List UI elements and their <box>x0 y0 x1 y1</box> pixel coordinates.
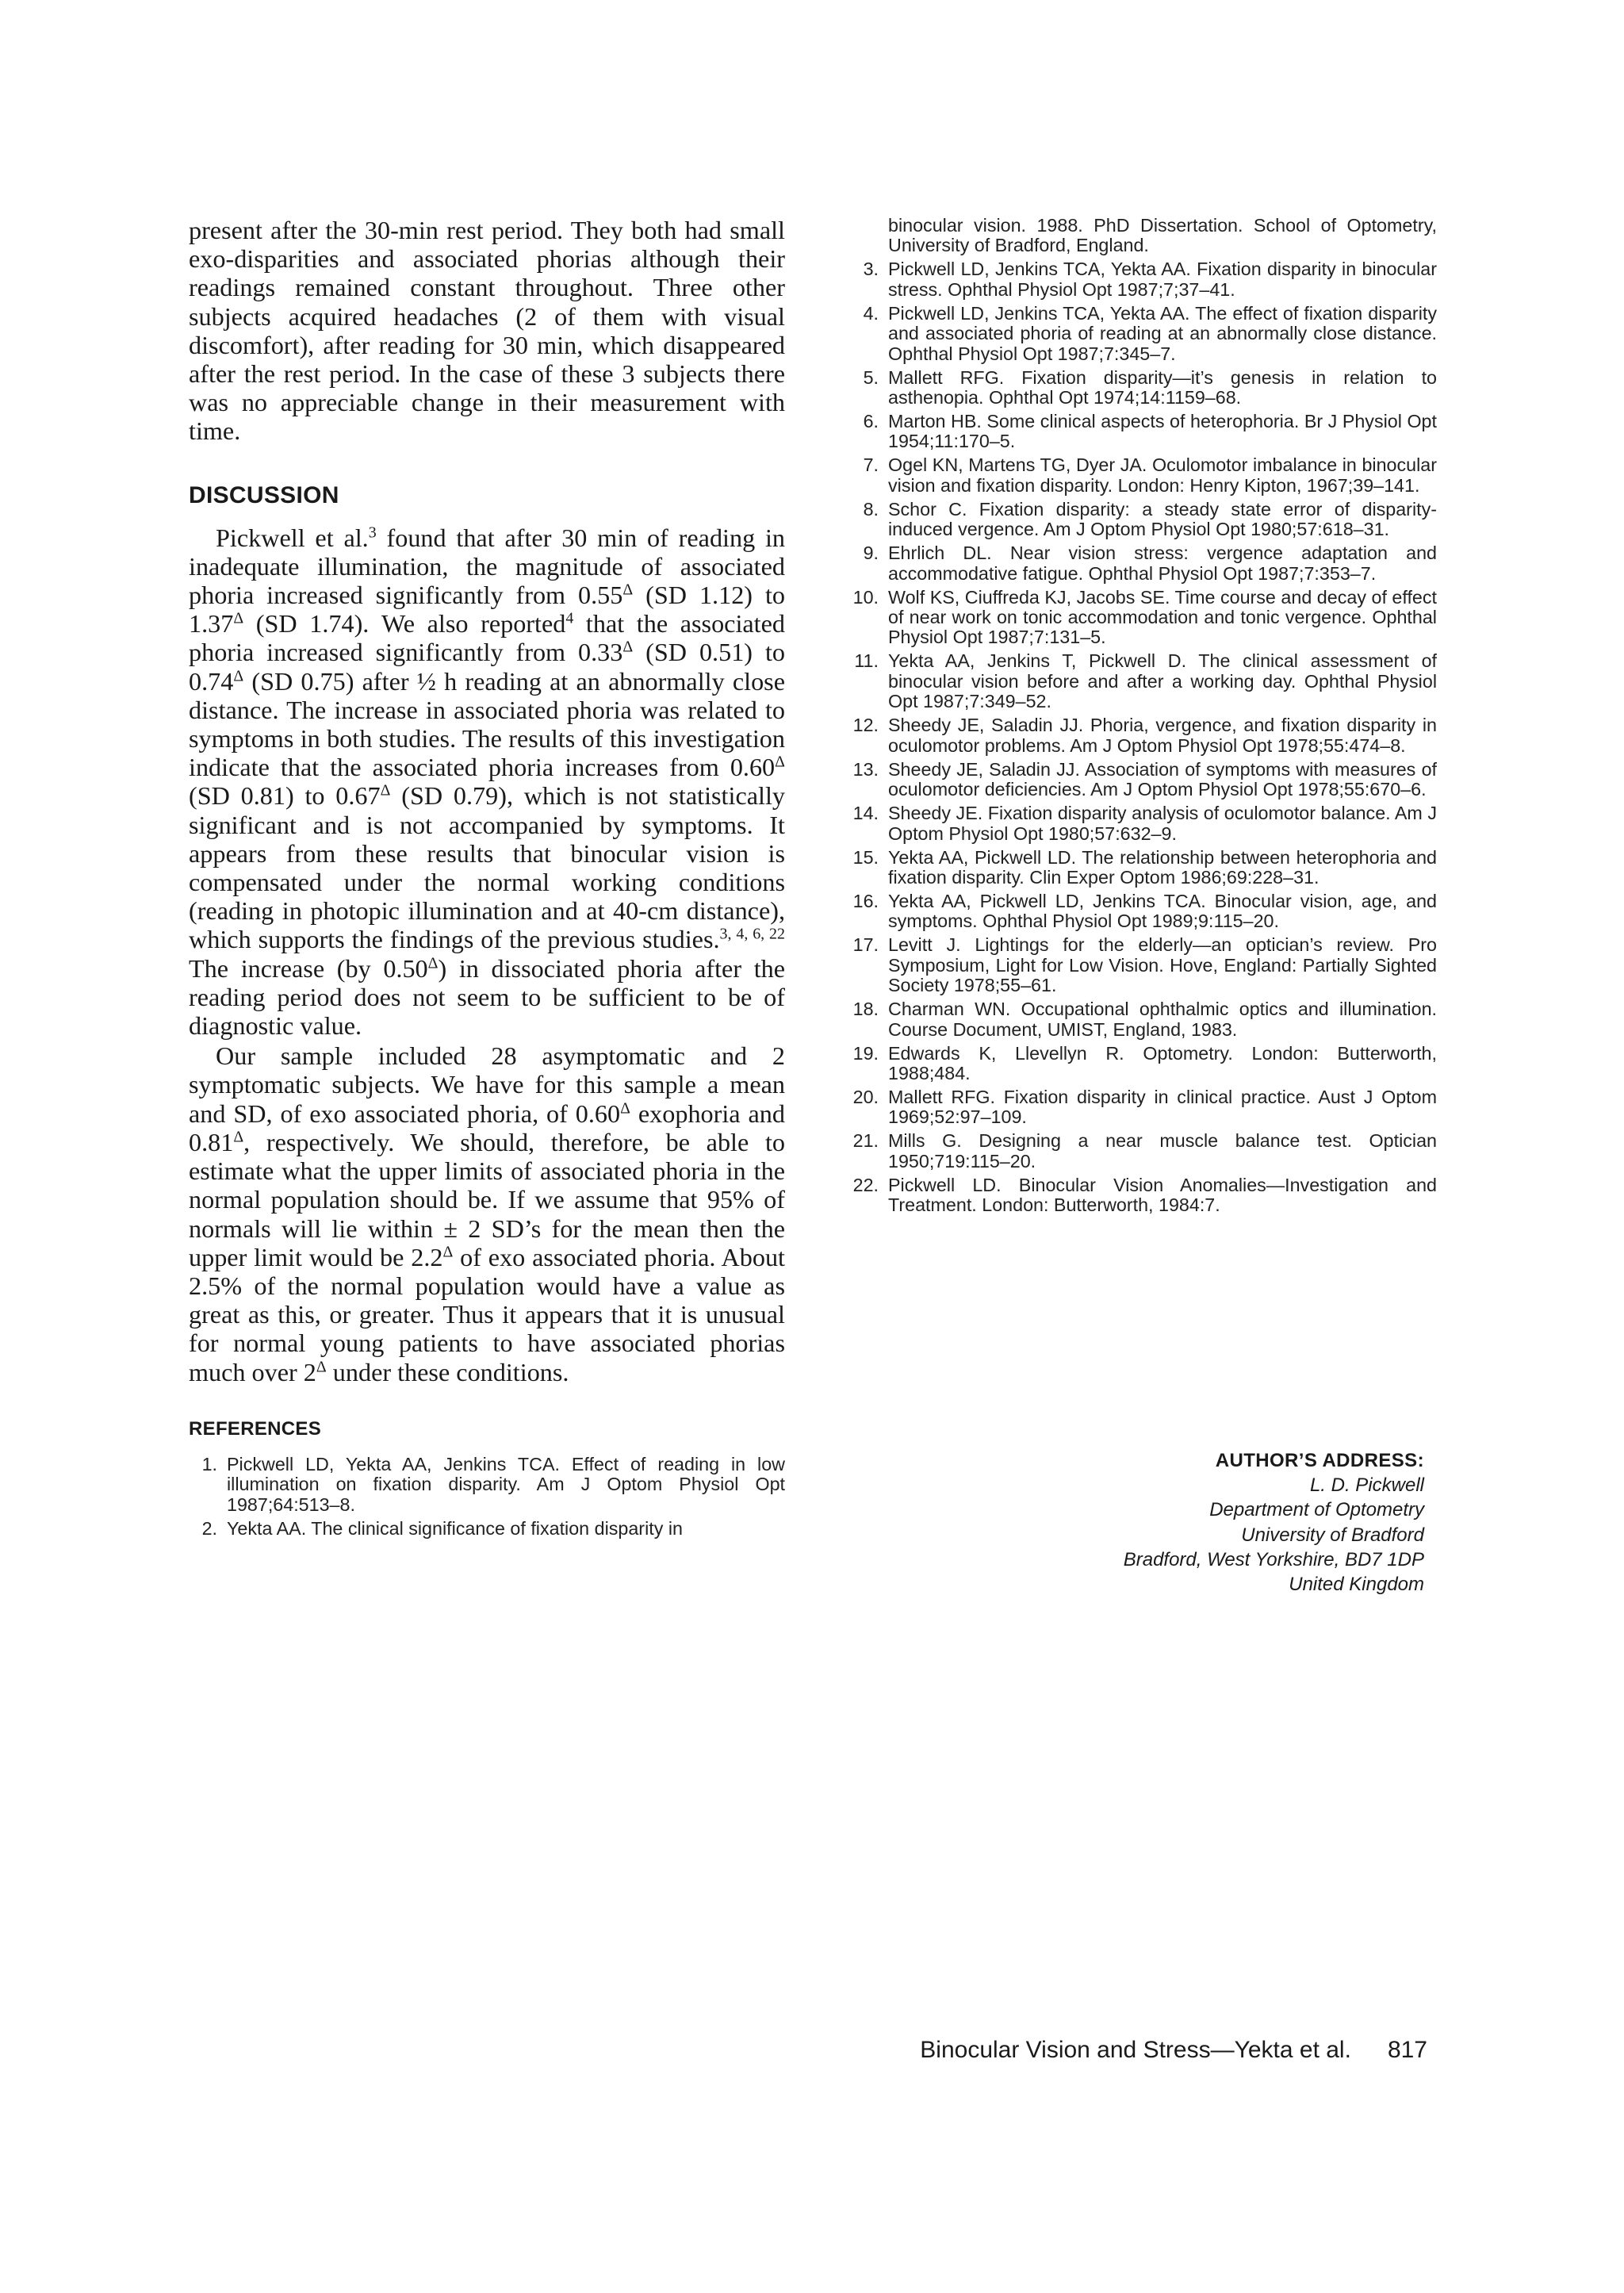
reference-item: 16. Yekta AA, Pickwell LD, Jenkins TCA. Binocular vision, age, and symptoms. Ophthal Physiol Opt 1989;9:115–20. <box>852 890 1437 932</box>
prism-diopter-sup: Δ <box>775 753 785 771</box>
page-footer <box>872 2037 1427 2064</box>
discussion-paragraph-1: Pickwell et al.$^3$ found that after 30 min of reading in inadequate illumination, the magnitude of associated phoria increased significantly from $0.55^\Delta$ (SD 1.12) to $1.37^\Delta$ (SD 1.74). We also reported$^4$ that the associated phoria increased significantly from $0.33^\Delta$ (SD 0.51) to $0.74^\Delta$ (SD 0.75) after ½ h reading at an abnormally close distance. The increase in associated phoria was related to symptoms in both studies. The results of this investigation indicate that the associated phoria increases from $0.60^\Delta$ (SD 0.81) to $0.67^\Delta$ (SD 0.79), which is not statistically significant and is not accompanied by symptoms. It appears from these results that binocular vision is compensated under the normal working conditions (reading in photopic illumination and at 40-cm distance), which supports the findings of the previous studies.$^{3, 4, 6, 22}$ The increase (by $0.50^\Delta$) in dissociated phoria after the reading period does not seem to be sufficient to be of diagnostic value. <box>189 523 786 1041</box>
reference-item: 21. Mills G. Designing a near muscle balance test. Optician 1950;719:115–20. <box>852 1130 1437 1171</box>
reference-item: 22. Pickwell LD. Binocular Vision Anomalies—Investigation and Treatment. London: Butterworth, 1984:7. <box>852 1174 1437 1216</box>
reference-item: 10. Wolf KS, Ciuffreda KJ, Jacobs SE. Time course and decay of effect of near work on tonic accommodation and tonic vergence. Ophthal Physiol Opt 1987;7:131–5. <box>852 586 1437 648</box>
left-column <box>189 216 785 1543</box>
reference-item: 13. Sheedy JE, Saladin JJ. Association of symptoms with measures of oculomotor deficiencies. Am J Optom Physiol Opt 1978;55:670–6. <box>852 758 1437 800</box>
prism-diopter-sup: Δ <box>442 1242 454 1260</box>
reference-list-left <box>189 1455 785 1539</box>
reference-item: 9. Ehrlich DL. Near vision stress: vergence adaptation and accommodative fatigue. Ophthal Physiol Opt 1987;7:353–7. <box>863 543 1437 584</box>
prism-diopter-sup: Δ <box>316 1357 327 1375</box>
discussion-paragraph-2: Our sample included 28 asymptomatic and 2 symptomatic subjects. We have for this sample a mean and SD, of exo associated phoria, of $0.60^\Delta$ exophoria and $0.81^\Delta$, respectively. We should, therefore, be able to estimate what the upper limits of associated phoria in the normal population should be. If we assume that 95% of normals will lie within ± 2 SD’s for the mean then the upper limit would be $2.2^\Delta$ of exo associated phoria. About 2.5% of the normal population would have a value as great as this, or greater. Thus it appears that it is unusual for normal young patients to have associated phorias much over $2^\Delta$ under these conditions. <box>189 1041 785 1386</box>
prism-diopter-sup: Δ <box>380 781 391 799</box>
running-title: Binocular Vision and Stress—Yekta et al. <box>920 2037 1351 2063</box>
reference-item: 14. Sheedy JE. Fixation disparity analysis of oculomotor balance. Am J Optom Physiol Opt 1980;57:632–9. <box>852 803 1437 844</box>
right-column <box>850 216 1437 1219</box>
reference-item: 4. Pickwell LD, Jenkins TCA, Yekta AA. The effect of fixation disparity and associated phoria of reading at an abnormally close distance. Ophthal Physiol Opt 1987;7:345–7. <box>863 302 1437 364</box>
prism-diopter-sup: Δ <box>233 609 244 627</box>
author-department: Department of Optometry <box>1209 1499 1424 1521</box>
references-heading: REFERENCES <box>189 1417 322 1440</box>
reference-item: 19. Edwards K, Llevellyn R. Optometry. London: Butterworth, 1988;484. <box>852 1042 1437 1083</box>
reference-item: 12. Sheedy JE, Saladin JJ. Phoria, vergence, and fixation disparity in oculomotor problems. Am J Optom Physiol Opt 1978;55:474–8. <box>852 715 1437 756</box>
citation-sup: 3 <box>368 523 377 541</box>
prism-diopter-sup: Δ <box>427 953 439 972</box>
author-name: L. D. Pickwell <box>1309 1474 1424 1497</box>
intro-paragraph: present after the 30-min rest period. They both had small exo-disparities and associated phorias although their readings remained constant throughout. Three other subjects acquired headaches (2 of them with visual discomfort), after reading for 30 min, which disappeared after the rest period. In the case of these 3 subjects there was no appreciable change in their measurement with time. <box>189 216 785 446</box>
reference-item: 6. Marton HB. Some clinical aspects of heterophoria. Br J Physiol Opt 1954;11:170–5. <box>863 411 1437 452</box>
author-address <box>1031 1448 1424 1597</box>
reference-item: 11. Yekta AA, Jenkins T, Pickwell D. The clinical assessment of binocular vision before and after a working day. Ophthal Physiol Opt 1987;7:349–52. <box>854 650 1437 712</box>
prism-diopter-sup: Δ <box>233 666 244 684</box>
reference-item: 5. Mallett RFG. Fixation disparity—it’s genesis in relation to asthenopia. Ophthal Opt 1974;14:1159–68. <box>863 366 1437 408</box>
citation-sup: 4 <box>565 609 574 627</box>
reference-item: 7. Ogel KN, Martens TG, Dyer JA. Oculomotor imbalance in binocular vision and fixation disparity. London: Henry Kipton, 1967;39–141. <box>863 454 1437 496</box>
reference-item: 3. Pickwell LD, Jenkins TCA, Yekta AA. Fixation disparity in binocular stress. Ophthal Physiol Opt 1987;7;37–41. <box>863 259 1437 300</box>
prism-diopter-sup: Δ <box>622 638 634 656</box>
reference-item: 17. Levitt J. Lightings for the elderly—an optician’s review. Pro Symposium, Light for Low Vision. Hove, England: Partially Sighted Society 1978;55–61. <box>852 934 1437 996</box>
reference-item: 8. Schor C. Fixation disparity: a steady state error of disparity-induced vergence. Am J Optom Physiol Opt 1980;57:618–31. <box>863 498 1437 540</box>
prism-diopter-sup: Δ <box>233 1128 244 1146</box>
reference-item: 20. Mallett RFG. Fixation disparity in clinical practice. Aust J Optom 1969;52:97–109. <box>852 1086 1437 1128</box>
reference-item: 2. Yekta AA. The clinical significance of fixation disparity in <box>201 1517 683 1539</box>
citation-sup: 3, 4, 6, 22 <box>719 925 785 943</box>
reference-continuation: binocular vision. 1988. PhD Dissertation. School of Optometry, University of Bradford, England. <box>888 215 1437 256</box>
discussion-heading: DISCUSSION <box>189 481 339 508</box>
author-country: United Kingdom <box>1289 1574 1424 1596</box>
author-city: Bradford, West Yorkshire, BD7 1DP <box>1123 1548 1424 1570</box>
author-address-heading: AUTHOR’S ADDRESS: <box>1215 1450 1424 1471</box>
reference-item: 15. Yekta AA, Pickwell LD. The relationship between heterophoria and fixation disparity. Clin Exper Optom 1986;69:228–31. <box>852 846 1437 888</box>
prism-diopter-sup: Δ <box>622 581 634 599</box>
reference-list-right <box>850 216 1437 1216</box>
reference-item: 18. Charman WN. Occupational ophthalmic optics and illumination. Course Document, UMIST, England, 1983. <box>852 999 1437 1040</box>
reference-item: 1. Pickwell LD, Yekta AA, Jenkins TCA. Effect of reading in low illumination on fixation disparity. Am J Optom Physiol Opt 1987;64:513–8. <box>201 1453 785 1515</box>
prism-diopter-sup: Δ <box>620 1099 630 1117</box>
author-university: University of Bradford <box>1241 1524 1424 1546</box>
page-number: 817 <box>1387 2037 1427 2063</box>
